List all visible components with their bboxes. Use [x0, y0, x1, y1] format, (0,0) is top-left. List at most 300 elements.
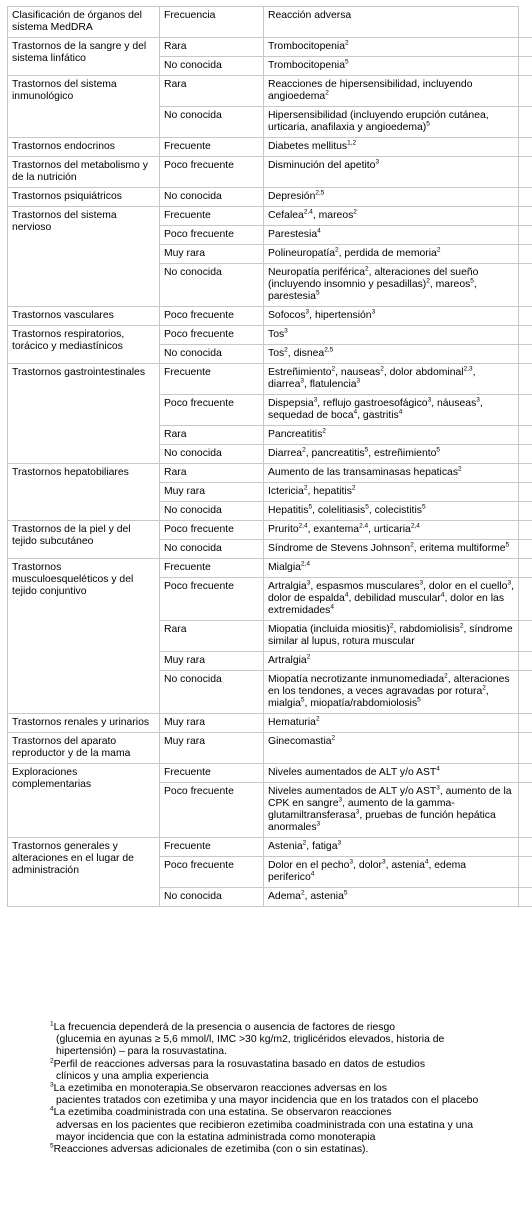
reaction-text: , exantema [307, 524, 360, 535]
frequency-cell: Frecuente [160, 764, 264, 783]
reference-mark: 2,4 [410, 522, 420, 530]
reaction-text: , urticaria [368, 524, 411, 535]
reference-mark: 5 [300, 696, 305, 704]
reference-mark: 2 [436, 246, 441, 254]
reference-mark: 2,5 [324, 346, 334, 354]
table-body [8, 7, 519, 907]
reaction-cell [264, 621, 519, 652]
adjacent-cell [519, 445, 532, 464]
reaction-cell [264, 76, 519, 107]
soc-cell: Trastornos del sistema nervioso [8, 207, 160, 307]
reference-mark: 2 [306, 653, 311, 661]
reaction-cell [264, 395, 519, 426]
reference-mark: 4 [436, 765, 440, 773]
frequency-cell: Frecuente [160, 364, 264, 395]
reference-mark: 3 [338, 796, 343, 804]
reference-mark: 2 [331, 734, 336, 742]
reaction-text: Hepatitis [268, 505, 309, 516]
reference-mark: 3 [356, 377, 361, 385]
reference-mark: 3 [427, 396, 432, 404]
reference-mark: 3 [313, 396, 318, 404]
reaction-cell [264, 207, 519, 226]
reference-mark: 2 [410, 541, 414, 549]
adjacent-cell [519, 671, 532, 714]
reaction-cell [264, 652, 519, 671]
reaction-text: Miopatía necrotizante inmunomediada [268, 674, 445, 685]
reference-mark: 2 [335, 246, 339, 254]
adjacent-cell [519, 226, 532, 245]
reaction-text: , mareos [429, 279, 471, 290]
reaction-text: , eritema multiforme [413, 543, 506, 554]
reference-mark: 3 [419, 579, 424, 587]
footnote-text: La frecuencia dependerá de la presencia o ausencia de factores de riesgo [53, 1022, 396, 1033]
adjacent-cell [519, 345, 532, 364]
reaction-cell [264, 188, 519, 207]
reference-mark: 2 [303, 484, 308, 492]
frequency-cell: Frecuente [160, 138, 264, 157]
reaction-text: Trombocitopenia [268, 60, 346, 71]
table-row [8, 714, 519, 733]
footnote [50, 1022, 480, 1059]
reaction-text: Neuropatía periférica [268, 267, 366, 278]
reference-mark: 4 [440, 591, 445, 599]
frequency-cell: Frecuente [160, 559, 264, 578]
reference-mark: 1,2 [347, 139, 357, 147]
adjacent-cell [519, 733, 532, 764]
adjacent-cell [519, 857, 532, 888]
reference-mark: 2 [302, 839, 307, 847]
reaction-cell [264, 888, 519, 907]
adjacent-cell [519, 157, 532, 188]
reaction-text: Polineuropatía [268, 248, 336, 259]
soc-cell: Trastornos vasculares [8, 307, 160, 326]
reaction-text: , dolor de espalda [268, 581, 514, 604]
reaction-text: , miopatía/rabdomiolosis [304, 698, 418, 709]
reference-mark: 3 [381, 858, 386, 866]
adjacent-cell [519, 138, 532, 157]
reference-mark: 2 [365, 265, 369, 273]
reaction-text: , pruebas de función hepática anormales [268, 810, 496, 833]
adjacent-cell [519, 783, 532, 838]
reaction-text: , reflujo gastroesofágico [317, 398, 428, 409]
reaction-text: , aumento de la gamma-glutamiltransferasa [268, 798, 455, 821]
reference-mark: 3 [306, 579, 311, 587]
table-row [8, 521, 519, 540]
adjacent-cell [519, 621, 532, 652]
reaction-cell [264, 345, 519, 364]
soc-cell: Exploraciones complementarias [8, 764, 160, 838]
table-row [8, 838, 519, 857]
reference-mark: 5 [421, 503, 426, 511]
footnote [50, 1083, 480, 1107]
reference-mark: 3 [371, 308, 376, 316]
reaction-text: Tos [268, 329, 285, 340]
reaction-text: Cefalea [268, 210, 304, 221]
reaction-cell [264, 57, 519, 76]
adjacent-cell [519, 6, 532, 38]
reference-mark: 5 [308, 503, 313, 511]
reaction-text: Artralgia [268, 655, 307, 666]
table-row [8, 76, 519, 107]
frequency-cell: No conocida [160, 345, 264, 364]
adjacent-cell [519, 264, 532, 307]
reaction-text: , mareos [312, 210, 354, 221]
reference-mark: 3 [476, 396, 480, 404]
reference-mark: 3 [436, 784, 440, 792]
adjacent-cell [519, 395, 532, 426]
reaction-text: , náuseas [431, 398, 477, 409]
frequency-cell: No conocida [160, 57, 264, 76]
reaction-text: Sofocos [268, 310, 306, 321]
frequency-cell: Poco frecuente [160, 226, 264, 245]
reference-mark: 2 [389, 622, 394, 630]
reaction-text: , rabdomiolisis [393, 624, 460, 635]
reference-mark: 5 [426, 120, 430, 128]
frequency-cell: No conocida [160, 264, 264, 307]
reference-mark: 2 [351, 484, 356, 492]
footnote-text: La ezetimiba en monoterapia.Se observaron reacciones adversas en los [53, 1083, 387, 1095]
footnote [50, 1059, 480, 1083]
reference-mark: 5 [505, 541, 510, 549]
footnote-mark: 5 [50, 1142, 54, 1150]
reaction-text: , edema periferico [268, 860, 467, 883]
frequency-cell: Poco frecuente [160, 521, 264, 540]
adverse-reactions-table [7, 6, 519, 907]
reference-mark: 2 [482, 684, 486, 692]
reference-mark: 4 [398, 408, 403, 416]
frequency-cell: No conocida [160, 502, 264, 521]
reaction-text: , colelitiasis [312, 505, 366, 516]
reaction-text: Astenia [268, 841, 303, 852]
reaction-cell [264, 245, 519, 264]
reference-mark: 5 [365, 503, 369, 511]
soc-cell: Trastornos musculoesqueléticos y del tejido conjuntivo [8, 559, 160, 714]
reference-mark: 2 [458, 465, 462, 473]
table-row [8, 38, 519, 57]
frequency-cell: Frecuente [160, 838, 264, 857]
reaction-cell [264, 307, 519, 326]
frequency-cell: Poco frecuente [160, 578, 264, 621]
soc-cell: Trastornos generales y alteraciones en el lugar de administración [8, 838, 160, 907]
reaction-text: , nauseas [335, 367, 381, 378]
adjacent-cell [519, 76, 532, 107]
reaction-text: Diabetes mellitus [268, 141, 348, 152]
reaction-cell [264, 445, 519, 464]
frequency-cell: Frecuente [160, 207, 264, 226]
reaction-cell [264, 559, 519, 578]
reaction-text: , disnea [287, 348, 325, 359]
reaction-text: , aumento de la CPK en sangre [268, 786, 512, 809]
adjacent-cell [519, 521, 532, 540]
reference-mark: 3 [375, 158, 380, 166]
reaction-text: , estreñimiento [368, 448, 437, 459]
adjacent-cell [519, 464, 532, 483]
reaction-text: , colecistitis [368, 505, 422, 516]
adjacent-cell [519, 364, 532, 395]
table-row [8, 188, 519, 207]
reaction-text: Mialgia [268, 562, 301, 573]
reaction-text: Pancreatitis [268, 429, 323, 440]
frequency-cell: Poco frecuente [160, 326, 264, 345]
footnote [50, 1107, 480, 1144]
adjacent-cell [519, 307, 532, 326]
reference-mark: 2 [444, 672, 448, 680]
frequency-cell: No conocida [160, 540, 264, 559]
reaction-text: Ictericia [268, 486, 304, 497]
frequency-cell: No conocida [160, 888, 264, 907]
reference-mark: 4 [317, 227, 321, 235]
reference-mark: 3 [300, 377, 304, 385]
footnote-text-cont: pacientes tratados con ezetimiba y una mayor incidencia que en los tratados con el placebo [56, 1095, 479, 1107]
frequency-cell: No conocida [160, 188, 264, 207]
reaction-text: Disminución del apetito [268, 160, 376, 171]
frequency-cell: Poco frecuente [160, 157, 264, 188]
reaction-cell [264, 671, 519, 714]
adjacent-cell [519, 652, 532, 671]
soc-cell: Trastornos hepatobiliares [8, 464, 160, 521]
adjacent-cell [519, 888, 532, 907]
reaction-text: Parestesia [268, 229, 318, 240]
soc-cell: Trastornos gastrointestinales [8, 364, 160, 464]
reference-mark: 4 [353, 408, 358, 416]
frequency-cell: Rara [160, 38, 264, 57]
table-row [8, 559, 519, 578]
footnote-mark: 4 [50, 1105, 54, 1113]
reaction-text: , espasmos musculares [310, 581, 420, 592]
header-frequency: Frecuencia [160, 7, 264, 38]
reference-mark: 5 [364, 446, 369, 454]
adjacent-cell [519, 540, 532, 559]
reference-mark: 5 [436, 446, 441, 454]
adjacent-cell [519, 207, 532, 226]
reference-mark: 3 [349, 858, 354, 866]
adjacent-cell [519, 502, 532, 521]
reaction-text: Hematuria [268, 717, 316, 728]
adjacent-cell [519, 838, 532, 857]
reaction-text: Aumento de las transaminasas hepaticas [268, 467, 459, 478]
frequency-cell: Muy rara [160, 483, 264, 502]
reaction-text: , dolor en las extremidades [268, 593, 505, 616]
reaction-cell [264, 364, 519, 395]
reaction-cell [264, 426, 519, 445]
soc-cell: Trastornos de la piel y del tejido subcutáneo [8, 521, 160, 559]
footnote-mark: 3 [50, 1081, 54, 1089]
footnotes [50, 1022, 480, 1156]
frequency-cell: Rara [160, 426, 264, 445]
reaction-cell [264, 226, 519, 245]
frequency-cell: Poco frecuente [160, 395, 264, 426]
frequency-cell: Rara [160, 621, 264, 652]
reference-mark: 2 [322, 427, 326, 435]
reference-mark: 3 [337, 839, 342, 847]
reaction-text: , diarrea [268, 367, 476, 390]
adjacent-cell [519, 107, 532, 138]
reaction-text: Adema [268, 891, 301, 902]
reaction-cell [264, 578, 519, 621]
reference-mark: 4 [310, 870, 315, 878]
reference-mark: 2 [331, 365, 336, 373]
reaction-cell [264, 540, 519, 559]
frequency-cell: Poco frecuente [160, 783, 264, 838]
reaction-text: , perdida de memoria [338, 248, 437, 259]
adjacent-cell [519, 426, 532, 445]
frequency-cell: Muy rara [160, 245, 264, 264]
adjacent-cell [519, 764, 532, 783]
adjacent-cell [519, 57, 532, 76]
reaction-text: Niveles aumentados de ALT y/o AST [268, 767, 437, 778]
table-row [8, 157, 519, 188]
reaction-cell [264, 138, 519, 157]
frequency-cell: Rara [160, 464, 264, 483]
reference-mark: 2 [300, 889, 305, 897]
reaction-text: Ginecomastia [268, 736, 332, 747]
adjacent-cell [519, 559, 532, 578]
reaction-text: , dolor [353, 860, 382, 871]
adjacent-cell [519, 188, 532, 207]
adjacent-cell [519, 38, 532, 57]
reaction-text: Dispepsia [268, 398, 314, 409]
frequency-cell: No conocida [160, 107, 264, 138]
footnote-text: La ezetimiba coadministrada con una estatina. Se observaron reacciones [53, 1107, 392, 1119]
reference-mark: 2 [302, 446, 306, 454]
reference-mark: 2 [380, 365, 384, 373]
reaction-cell [264, 783, 519, 838]
reaction-cell [264, 857, 519, 888]
reaction-text: Artralgia [268, 581, 307, 592]
table-row [8, 326, 519, 345]
reference-mark: 3 [316, 820, 321, 828]
footnote-text: Reacciones adversas adicionales de ezetimiba (con o sin estatinas). [53, 1144, 369, 1156]
reaction-cell [264, 326, 519, 345]
reaction-cell [264, 714, 519, 733]
reference-mark: 3 [355, 808, 360, 816]
table-row [8, 764, 519, 783]
reaction-text: , dolor en el cuello [423, 581, 508, 592]
header-soc: Clasificación de órganos del sistema MedDRA [8, 7, 160, 38]
reference-mark: 2 [459, 622, 464, 630]
reference-mark: 2 [284, 346, 288, 354]
adjacent-cell [519, 714, 532, 733]
reaction-text: , hepatitis [307, 486, 352, 497]
reaction-cell [264, 464, 519, 483]
table-row [8, 464, 519, 483]
reaction-text: Prurito [268, 524, 299, 535]
reaction-text: , dolor abdominal [383, 367, 464, 378]
footnote-mark: 2 [50, 1057, 54, 1065]
reaction-text: Reacciones de hipersensibilidad, incluyendo angioedema [268, 79, 473, 102]
reaction-text: Síndrome de Stevens Johnson [268, 543, 411, 554]
reaction-text: , síndrome similar al lupus, rotura muscular [268, 624, 513, 647]
footnote-text-cont: adversas en los pacientes que recibieron ezetimiba coadministrada con una estatina y una mayor incidencia que con la estatina administrada como monoterapia [56, 1119, 474, 1143]
reaction-text: Tos [268, 348, 285, 359]
reaction-cell [264, 107, 519, 138]
header-reaction: Reacción adversa [264, 7, 519, 38]
footnote [50, 1144, 480, 1156]
reaction-cell [264, 838, 519, 857]
reaction-text: Estreñimiento [268, 367, 332, 378]
footnote-text-cont: (glucemia en ayunas ≥ 5,6 mmol/l, IMC >30 kg/m2, triglicéridos elevados, historia de hipertensión) – para la rosuvastatina. [56, 1034, 445, 1058]
reference-mark: 2,4 [298, 522, 308, 530]
frequency-cell: Muy rara [160, 733, 264, 764]
reference-mark: 3 [305, 308, 310, 316]
reaction-text: , mialgia [268, 686, 489, 709]
reaction-cell [264, 521, 519, 540]
soc-cell: Trastornos de la sangre y del sistema linfático [8, 38, 160, 76]
frequency-cell: Rara [160, 76, 264, 107]
adjacent-cell [519, 245, 532, 264]
reaction-cell [264, 157, 519, 188]
reaction-text: Trombocitopenia [268, 41, 346, 52]
table-row [8, 138, 519, 157]
reference-mark: 5 [315, 289, 320, 297]
reaction-cell [264, 38, 519, 57]
table-row [8, 733, 519, 764]
footnote-mark: 1 [50, 1020, 54, 1028]
reaction-text: , alteraciones en los tendones, a veces agravadas por rotura [268, 674, 510, 697]
frequency-cell: Muy rara [160, 714, 264, 733]
table-row [8, 207, 519, 226]
reaction-text: , astenia [304, 891, 344, 902]
reaction-text: Hipersensibilidad (incluyendo erupción cutánea, urticaria, anafilaxia y angioedema) [268, 110, 489, 133]
reaction-text: , sequedad de boca [268, 398, 483, 421]
reference-mark: 2 [315, 715, 320, 723]
adjacent-cell [519, 483, 532, 502]
reference-mark: 2 [325, 89, 329, 97]
reaction-text: Depresión [268, 191, 316, 202]
reaction-text: , astenia [385, 860, 425, 871]
footnote-text: Perfil de reacciones adversas para la rosuvastatina basado en datos de estudios [53, 1058, 426, 1070]
reference-mark: 4 [330, 603, 334, 611]
frequency-cell: Muy rara [160, 652, 264, 671]
soc-cell: Trastornos respiratorios, torácico y mediastínicos [8, 326, 160, 364]
soc-cell: Trastornos endocrinos [8, 138, 160, 157]
reference-mark: 2 [345, 39, 349, 47]
table-row [8, 364, 519, 395]
reaction-cell [264, 502, 519, 521]
reaction-text: , alteraciones del sueño (incluyendo insomnio y pesadillas) [268, 267, 479, 290]
reaction-text: Niveles aumentados de ALT y/o AST [268, 786, 437, 797]
reaction-text: , flatulencia [303, 379, 357, 390]
reference-mark: 3 [507, 579, 512, 587]
reaction-text: Dolor en el pecho [268, 860, 350, 871]
reference-mark: 5 [343, 889, 348, 897]
reaction-cell [264, 264, 519, 307]
reference-mark: 2,4 [300, 560, 310, 568]
reaction-text: , gastritis [357, 410, 399, 421]
reaction-cell [264, 733, 519, 764]
frequency-cell: Poco frecuente [160, 857, 264, 888]
soc-cell: Trastornos del sistema inmunológico [8, 76, 160, 138]
reaction-text: , debilidad muscular [348, 593, 441, 604]
reaction-cell [264, 483, 519, 502]
reference-mark: 2 [426, 277, 430, 285]
reference-mark: 3 [284, 327, 288, 335]
reaction-text: , parestesia [268, 279, 477, 302]
soc-cell: Trastornos del metabolismo y de la nutrición [8, 157, 160, 188]
reference-mark: 5 [345, 58, 349, 66]
table-row [8, 307, 519, 326]
reference-mark: 4 [344, 591, 349, 599]
soc-cell: Trastornos del aparato reproductor y de la mama [8, 733, 160, 764]
reference-mark: 2,4 [303, 208, 313, 216]
adjacent-cell [519, 578, 532, 621]
reaction-text: Diarrea [268, 448, 303, 459]
reaction-text: , fatiga [306, 841, 338, 852]
reference-mark: 2,4 [359, 522, 369, 530]
reaction-cell [264, 764, 519, 783]
reference-mark: 5 [417, 696, 421, 704]
footnote-text-cont: clínicos y una amplia experiencia [56, 1070, 209, 1082]
